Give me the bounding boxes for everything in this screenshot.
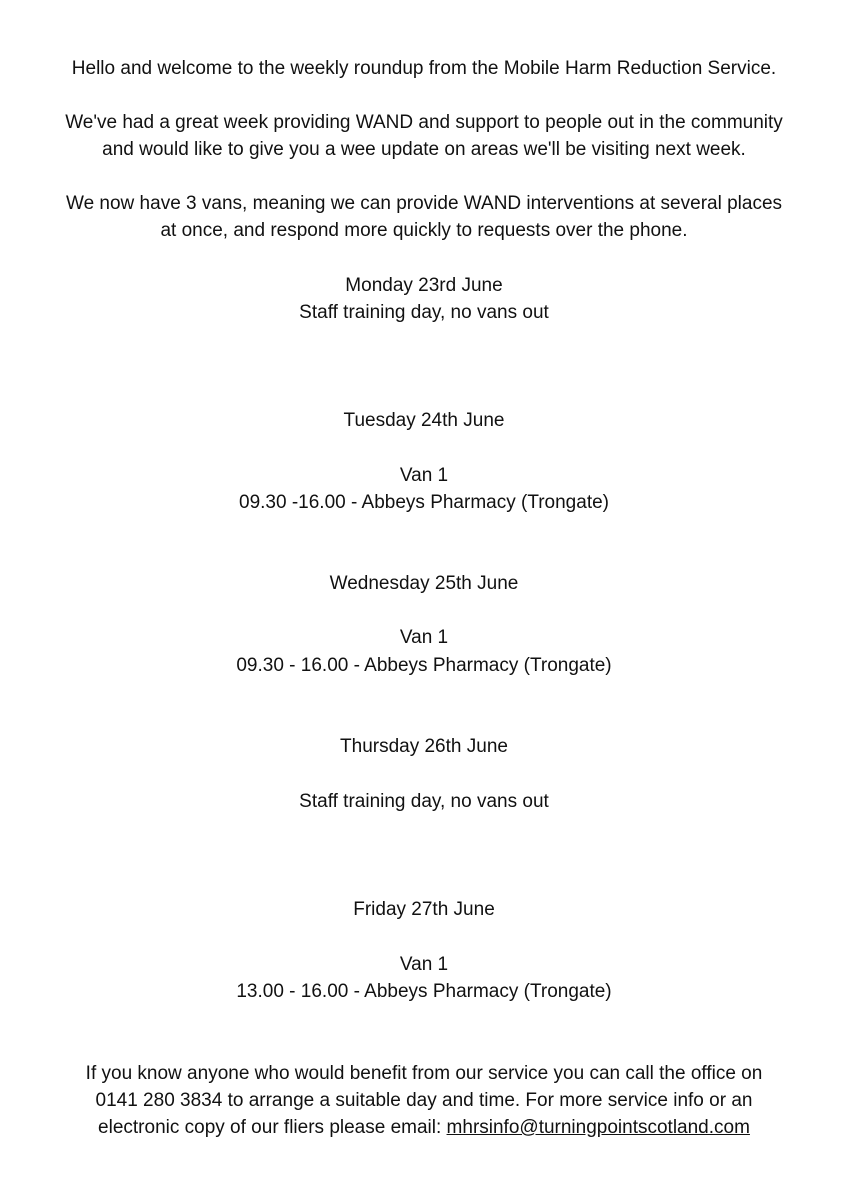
schedule-note-thursday: Staff training day, no vans out [299,791,549,812]
schedule-day-monday: Monday 23rd June [345,275,503,296]
schedule-slot-wednesday: 09.30 - 16.00 - Abbeys Pharmacy (Trongate) [236,655,612,676]
schedule-van-tuesday: Van 1 [399,465,449,486]
schedule-van-friday: Van 1 [399,954,449,975]
intro-vans-line-1: We now have 3 vans, meaning we can provide WAND interventions at several places [65,193,783,214]
schedule-van-wednesday: Van 1 [399,627,449,648]
schedule-slot-friday: 13.00 - 16.00 - Abbeys Pharmacy (Trongate) [236,981,612,1002]
footer-line-1: If you know anyone who would benefit from our service you can call the office on [85,1063,763,1084]
intro-update-line-1: We've had a great week providing WAND and support to people out in the community [65,112,783,133]
intro-vans-line-2: at once, and respond more quickly to requests over the phone. [160,220,688,241]
schedule-day-friday: Friday 27th June [353,899,495,920]
footer-line-2: 0141 280 3834 to arrange a suitable day and time. For more service info or an [95,1090,753,1111]
intro-greeting: Hello and welcome to the weekly roundup from the Mobile Harm Reduction Service. [71,58,777,79]
intro-update-line-2: and would like to give you a wee update on areas we'll be visiting next week. [102,139,746,160]
schedule-day-wednesday: Wednesday 25th June [329,573,519,594]
schedule-note-monday: Staff training day, no vans out [299,302,549,323]
email-link[interactable]: mhrsinfo@turningpointscotland.com [446,1117,750,1138]
footer-email-prefix: electronic copy of our fliers please email: [98,1117,447,1138]
schedule-day-tuesday: Tuesday 24th June [343,410,505,431]
footer-line-3 [0,1114,848,1141]
schedule-slot-tuesday: 09.30 -16.00 - Abbeys Pharmacy (Trongate) [239,492,609,513]
schedule-day-thursday: Thursday 26th June [340,736,508,757]
